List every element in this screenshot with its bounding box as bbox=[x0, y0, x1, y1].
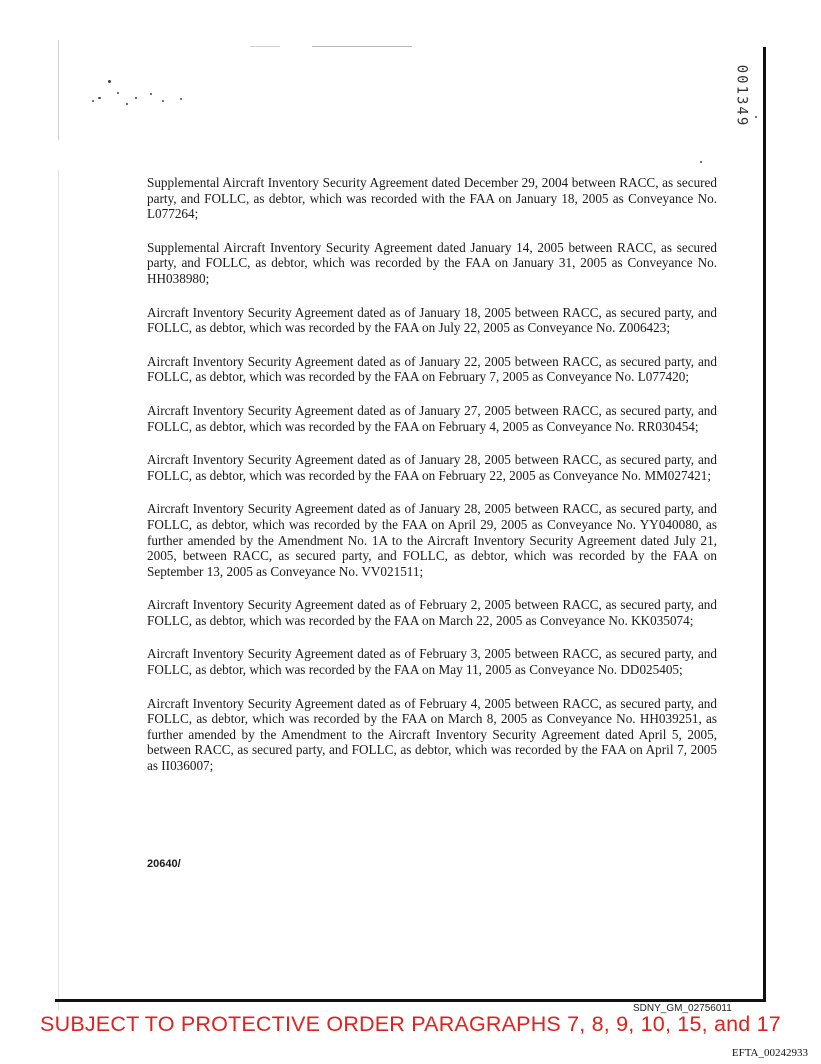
sdny-bates-id: SDNY_GM_02756011 bbox=[633, 1003, 732, 1014]
paragraph: Aircraft Inventory Security Agreement dated as of January 18, 2005 between RACC, as secured party, and FOLLC, as debtor, which was recorded by the FAA on July 22, 2005 as Conveyance No. Z006423; bbox=[147, 304, 717, 336]
paragraph: Supplemental Aircraft Inventory Security Agreement dated December 29, 2004 between RACC, as secured party, and FOLLC, as debtor, which was recorded with the FAA on January 18, 2005 as Conveyance No. L077264; bbox=[147, 175, 717, 222]
footer-document-id: 20640/ bbox=[147, 858, 181, 870]
bates-stamp bbox=[732, 62, 752, 132]
paragraph: Aircraft Inventory Security Agreement dated as of January 28, 2005 between RACC, as secured party, and FOLLC, as debtor, which was recorded by the FAA on April 29, 2005 as Conveyance No. YY040080, as further amended by the Amendment No. 1A to the Aircraft Inventory Security Agreement dated July 21, 2005, between RACC, as secured party, and FOLLC, as debtor, which was recorded by the FAA on September 13, 2005 as Conveyance No. VV021511; bbox=[147, 501, 717, 579]
scan-speck bbox=[126, 103, 128, 105]
page-right-border bbox=[763, 47, 766, 1002]
paragraph: Aircraft Inventory Security Agreement dated as of February 4, 2005 between RACC, as secured party, and FOLLC, as debtor, which was recorded by the FAA on March 8, 2005 as Conveyance No. HH039251, as further amended by the Amendment to the Aircraft Inventory Security Agreement dated April 5, 2005, between RACC, as secured party, and FOLLC, as debtor, which was recorded by the FAA on April 7, 2005 as II036007; bbox=[147, 695, 717, 774]
scan-speck bbox=[700, 161, 702, 163]
scan-artifact-line bbox=[312, 46, 412, 47]
scan-speck bbox=[755, 116, 757, 118]
scan-speck bbox=[117, 92, 119, 94]
scan-speck bbox=[150, 93, 152, 95]
scan-artifact-margin bbox=[58, 170, 59, 1010]
scan-speck bbox=[92, 100, 94, 102]
paragraph: Aircraft Inventory Security Agreement dated as of February 2, 2005 between RACC, as secured party, and FOLLC, as debtor, which was recorded by the FAA on March 22, 2005 as Conveyance No. KK035074; bbox=[147, 597, 717, 628]
protective-order-notice: SUBJECT TO PROTECTIVE ORDER PARAGRAPHS 7, 8, 9, 10, 15, and 17 bbox=[40, 1012, 781, 1036]
scan-artifact-margin bbox=[58, 40, 59, 140]
paragraph: Aircraft Inventory Security Agreement dated as of February 3, 2005 between RACC, as secured party, and FOLLC, as debtor, which was recorded by the FAA on May 11, 2005 as Conveyance No. DD025405; bbox=[147, 646, 717, 678]
scan-speck bbox=[162, 100, 164, 102]
scan-artifact-line bbox=[250, 46, 280, 47]
bates-stamp-number: 001349 bbox=[733, 64, 750, 128]
page-bottom-border bbox=[55, 999, 766, 1002]
paragraph: Supplemental Aircraft Inventory Security Agreement dated January 14, 2005 between RACC, as secured party, and FOLLC, as debtor, which was recorded by the FAA on January 31, 2005 as Conveyance No. HH038980; bbox=[147, 239, 717, 286]
scan-speck bbox=[108, 80, 111, 83]
paragraph: Aircraft Inventory Security Agreement dated as of January 22, 2005 between RACC, as secured party, and FOLLC, as debtor, which was recorded by the FAA on February 7, 2005 as Conveyance No. L077420; bbox=[147, 353, 717, 385]
paragraph: Aircraft Inventory Security Agreement dated as of January 28, 2005 between RACC, as secured party, and FOLLC, as debtor, which was recorded by the FAA on February 22, 2005 as Conveyance No. MM027421; bbox=[147, 452, 717, 483]
document-body bbox=[147, 175, 717, 792]
efta-id: EFTA_00242933 bbox=[731, 1047, 808, 1059]
scan-speck bbox=[135, 97, 137, 99]
scan-speck bbox=[180, 98, 182, 100]
scan-speck bbox=[98, 97, 101, 99]
paragraph: Aircraft Inventory Security Agreement dated as of January 27, 2005 between RACC, as secured party, and FOLLC, as debtor, which was recorded by the FAA on February 4, 2005 as Conveyance No. RR030454; bbox=[147, 402, 717, 434]
